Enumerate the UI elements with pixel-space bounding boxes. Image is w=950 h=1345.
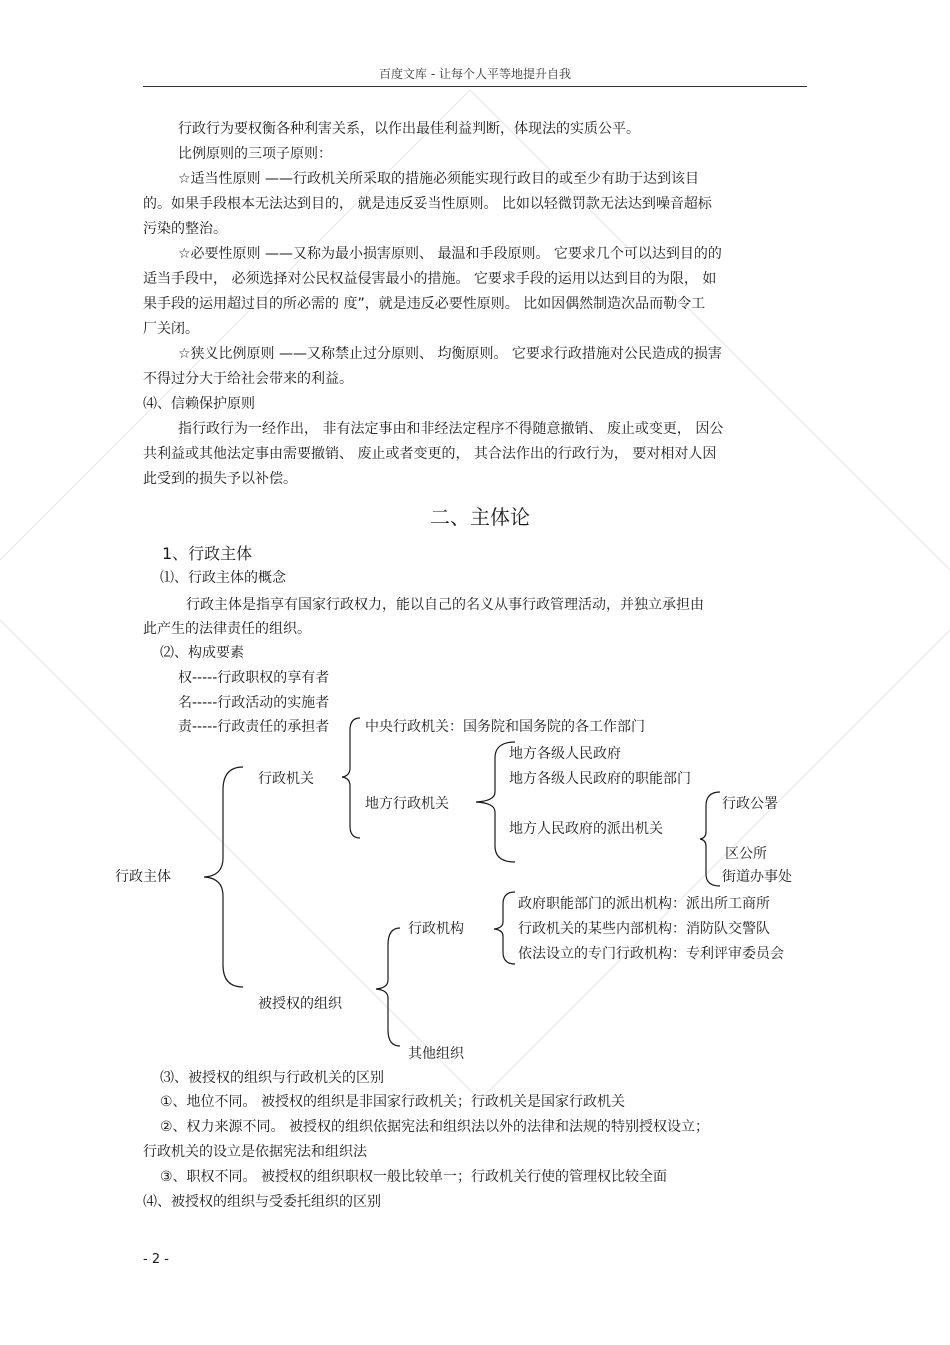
necessity-line-4: 厂关闭。 — [143, 321, 199, 337]
suitability-line-1: ☆适当性原则 ——行政机关所采取的措施必须能实现行政目的或至少有助于达到该目 — [178, 171, 699, 187]
diff1-line-4: ③、职权不同。 被授权的组织职权一般比较单一；行政机关行使的管理权比较全面 — [160, 1169, 667, 1185]
tree-admin-organ: 行政机关 — [258, 771, 314, 787]
diff1-line-3: 行政机关的设立是依据宪法和组织法 — [143, 1144, 367, 1160]
tree-central: 中央行政机关：国务院和国务院的各工作部门 — [365, 719, 645, 735]
tree-agency-3: 依法设立的专门行政机构：专利评审委员会 — [518, 946, 784, 962]
tree-authorized: 被授权的组织 — [258, 996, 342, 1012]
element-responsibility: 责-----行政责任的承担者 — [178, 719, 330, 735]
trust-line-1: 指行政行为一经作出， 非有法定事由和非经法定程序不得随意撤销、 废止或变更， 因公 — [178, 421, 724, 437]
diff1-line-1: ①、地位不同。 被授权的组织是非国家行政机关；行政机关是国家行政机关 — [160, 1094, 625, 1110]
suitability-line-3: 污染的整治。 — [143, 221, 227, 237]
tree-gongshu: 行政公署 — [722, 796, 778, 812]
tree-local-dept: 地方各级人民政府的职能部门 — [509, 771, 691, 787]
tree-local-gov: 地方各级人民政府 — [509, 746, 621, 762]
element-name: 名-----行政活动的实施者 — [178, 695, 330, 711]
diff1-line-2: ②、权力来源不同。 被授权的组织依据宪法和组织法以外的法律和法规的特别授权设立； — [160, 1119, 709, 1135]
tree-admin-agency: 行政机构 — [408, 921, 464, 937]
suitability-line-2: 的。如果手段根本无法达到目的， 就是违反妥当性原则。 比如以轻微罚款无法达到噪音超标 — [143, 196, 712, 212]
page-number: - 2 - — [143, 1252, 169, 1267]
trust-line-2: 共利益或其他法定事由需要撤销、 废止或者变更的， 其合法作出的行政行为， 要对相对人因 — [143, 446, 717, 462]
section-title: 二、主体论 — [430, 505, 530, 529]
trust-line-3: 此受到的损失予以补偿。 — [143, 471, 297, 487]
element-power: 权-----行政职权的享有者 — [178, 670, 330, 686]
narrow-line-2: 不得过分大于给社会带来的利益。 — [143, 371, 353, 387]
necessity-line-2: 适当手段中， 必须选择对公民权益侵害最小的措施。 它要求手段的运用以达到目的为限， 如 — [143, 271, 717, 287]
intro-line-1: 行政行为要权衡各种利害关系，以作出最佳利益判断，体现法的实质公平。 — [178, 121, 640, 137]
diff1-title: ⑶、被授权的组织与行政机关的区别 — [160, 1070, 384, 1086]
tree-agency-2: 行政机关的某些内部机构：消防队交警队 — [518, 921, 770, 937]
diff2-title: ⑷、被授权的组织与受委托组织的区别 — [143, 1194, 381, 1210]
trust-title: ⑷、信赖保护原则 — [143, 396, 255, 412]
concept-line-2: 此产生的法律责任的组织。 — [143, 621, 311, 637]
concept-line-1: 行政主体是指享有国家行政权力，能以自己的名义从事行政管理活动，并独立承担由 — [186, 597, 704, 613]
tree-dispatch: 地方人民政府的派出机关 — [509, 821, 663, 837]
necessity-line-3: 果手段的运用超过目的所必需的 度”，就是违反必要性原则。 比如因偶然制造次品而勒令工 — [143, 296, 706, 312]
tree-agency-1: 政府职能部门的派出机构：派出所工商所 — [518, 896, 770, 912]
tree-local: 地方行政机关 — [365, 796, 449, 812]
page-header: 百度文库 - 让每个人平等地提升自我 — [143, 66, 807, 87]
tree-root: 行政主体 — [115, 869, 171, 885]
tree-other-org: 其他组织 — [408, 1046, 464, 1062]
necessity-line-1: ☆必要性原则 ——又称为最小损害原则、 最温和手段原则。 它要求几个可以达到目的的 — [178, 246, 722, 262]
elements-title: ⑵、构成要素 — [160, 645, 244, 661]
tree-qugongsuo: 区公所 — [725, 846, 767, 862]
subsection-title: 1、行政主体 — [162, 544, 253, 563]
narrow-line-1: ☆狭义比例原则 ——又称禁止过分原则、 均衡原则。 它要求行政措施对公民造成的损害 — [178, 346, 722, 362]
concept-title: ⑴、行政主体的概念 — [160, 570, 286, 586]
intro-line-2: 比例原则的三项子原则： — [178, 146, 332, 162]
tree-jiedao: 街道办事处 — [722, 869, 792, 885]
